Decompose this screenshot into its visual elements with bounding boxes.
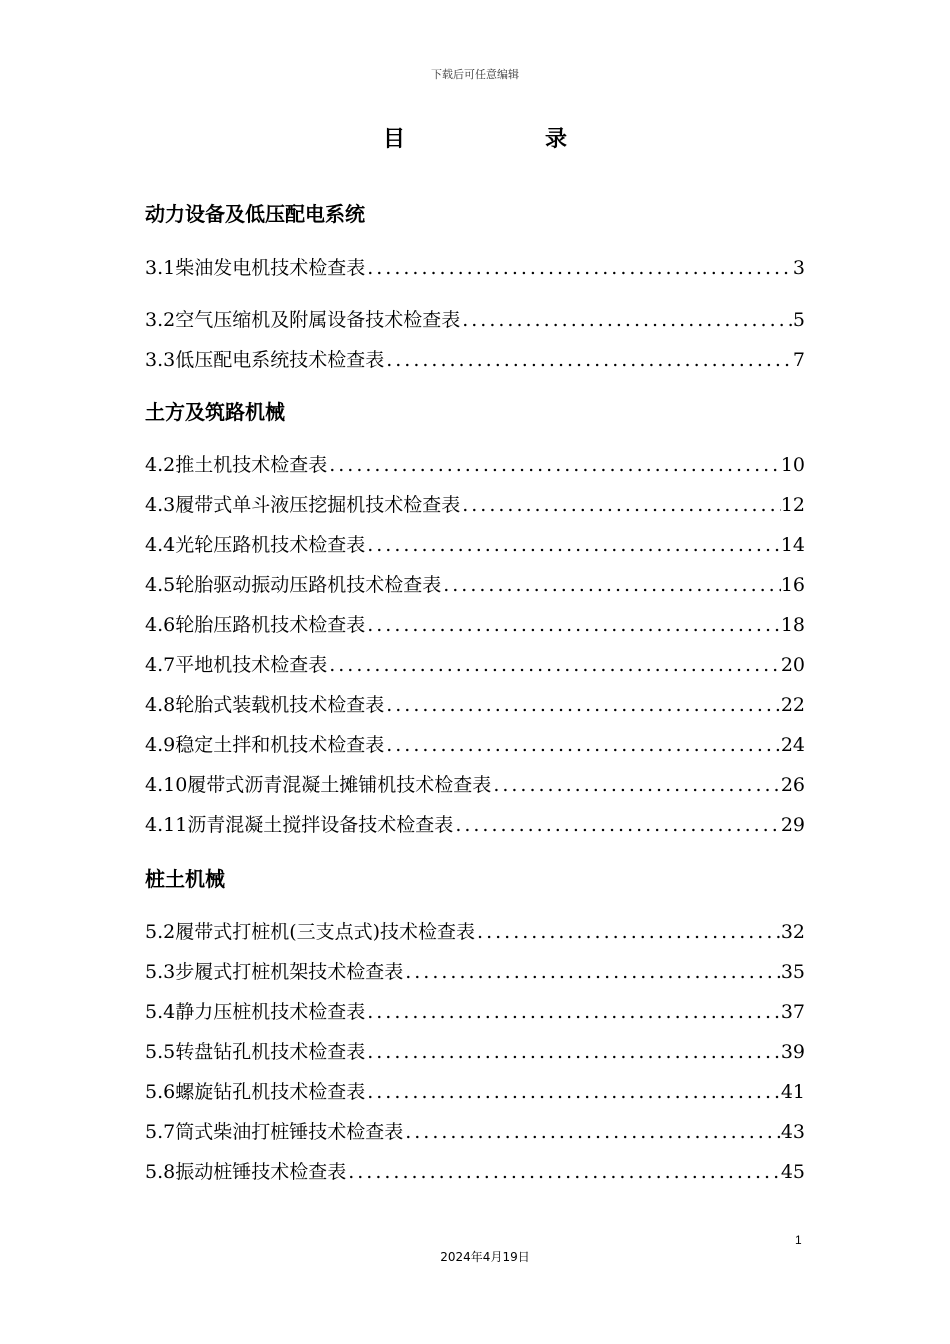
toc-entry-label: 3.2空气压缩机及附属设备技术检查表 bbox=[145, 309, 461, 331]
footer-date: 2024年4月19日 bbox=[440, 1250, 530, 1264]
toc-entry-label: 5.4静力压桩机技术检查表 bbox=[145, 1001, 366, 1023]
toc-entry-label: 4.5轮胎驱动振动压路机技术检查表 bbox=[145, 574, 442, 596]
toc-entry[interactable] bbox=[145, 306, 805, 334]
toc-title-right: 录 bbox=[545, 127, 568, 152]
toc-entry-page: 10 bbox=[780, 454, 805, 476]
toc-entry[interactable] bbox=[145, 1158, 805, 1186]
toc-entry-page: 26 bbox=[780, 774, 805, 796]
toc-entry[interactable] bbox=[145, 451, 805, 479]
toc-entry[interactable] bbox=[145, 998, 805, 1026]
toc-entry-page: 3 bbox=[792, 257, 805, 279]
toc-entry-page: 14 bbox=[780, 534, 805, 556]
toc-entry-label: 4.6轮胎压路机技术检查表 bbox=[145, 614, 366, 636]
toc-entry[interactable] bbox=[145, 691, 805, 719]
toc-entry-page: 18 bbox=[780, 614, 805, 636]
toc-entry[interactable] bbox=[145, 1038, 805, 1066]
toc-entry-page: 41 bbox=[780, 1081, 805, 1103]
toc-entry[interactable] bbox=[145, 254, 805, 282]
toc-entry-label: 5.5转盘钻孔机技术检查表 bbox=[145, 1041, 366, 1063]
toc-entry-page: 29 bbox=[780, 814, 805, 836]
toc-entry-page: 22 bbox=[780, 694, 805, 716]
toc-entry[interactable] bbox=[145, 651, 805, 679]
toc-entry-label: 5.2履带式打桩机(三支点式)技术检查表 bbox=[145, 921, 476, 943]
toc-entry[interactable] bbox=[145, 346, 805, 374]
toc-entry[interactable] bbox=[145, 531, 805, 559]
toc-entry[interactable] bbox=[145, 491, 805, 519]
toc-entry-page: 16 bbox=[780, 574, 805, 596]
toc-entry[interactable] bbox=[145, 571, 805, 599]
toc-entry-label: 4.11沥青混凝土搅拌设备技术检查表 bbox=[145, 814, 454, 836]
section-heading-pile: 桩土机械 bbox=[145, 867, 225, 891]
toc-entry[interactable] bbox=[145, 1118, 805, 1146]
toc-entry-page: 7 bbox=[792, 349, 805, 371]
toc-entry-label: 4.10履带式沥青混凝土摊铺机技术检查表 bbox=[145, 774, 492, 796]
toc-entry[interactable] bbox=[145, 771, 805, 799]
section-heading-earthwork: 土方及筑路机械 bbox=[145, 400, 285, 424]
toc-entry-page: 24 bbox=[780, 734, 805, 756]
toc-entry-label: 4.2推土机技术检查表 bbox=[145, 454, 328, 476]
toc-entry-label: 4.9稳定土拌和机技术检查表 bbox=[145, 734, 385, 756]
toc-entry-label: 4.8轮胎式装载机技术检查表 bbox=[145, 694, 385, 716]
toc-entry[interactable] bbox=[145, 1078, 805, 1106]
toc-title-left: 目 bbox=[382, 127, 405, 152]
toc-entry-label: 3.1柴油发电机技术检查表 bbox=[145, 257, 366, 279]
toc-entry-page: 43 bbox=[780, 1121, 805, 1143]
toc-entry[interactable] bbox=[145, 731, 805, 759]
toc-entry[interactable] bbox=[145, 958, 805, 986]
section-heading-power: 动力设备及低压配电系统 bbox=[145, 202, 365, 226]
toc-entry-page: 32 bbox=[780, 921, 805, 943]
toc-entry[interactable] bbox=[145, 611, 805, 639]
toc-title bbox=[0, 122, 950, 153]
toc-entry-page: 5 bbox=[792, 309, 805, 331]
toc-entry[interactable] bbox=[145, 918, 805, 946]
toc-entry-label: 5.7筒式柴油打桩锤技术检查表 bbox=[145, 1121, 404, 1143]
header-note: 下载后可任意编辑 bbox=[431, 68, 519, 81]
toc-entry-label: 4.4光轮压路机技术检查表 bbox=[145, 534, 366, 556]
toc-entry-page: 20 bbox=[780, 654, 805, 676]
toc-entry-label: 3.3低压配电系统技术检查表 bbox=[145, 349, 385, 371]
toc-entry-label: 4.7平地机技术检查表 bbox=[145, 654, 328, 676]
toc-entry-page: 37 bbox=[780, 1001, 805, 1023]
toc-entry-page: 12 bbox=[780, 494, 805, 516]
toc-entry-page: 35 bbox=[780, 961, 805, 983]
toc-entry[interactable] bbox=[145, 811, 805, 839]
toc-entry-label: 5.6螺旋钻孔机技术检查表 bbox=[145, 1081, 366, 1103]
page-number: 1 bbox=[795, 1233, 802, 1247]
toc-entry-page: 39 bbox=[780, 1041, 805, 1063]
toc-entry-page: 45 bbox=[780, 1161, 805, 1183]
toc-entry-label: 4.3履带式单斗液压挖掘机技术检查表 bbox=[145, 494, 461, 516]
toc-entry-label: 5.8振动桩锤技术检查表 bbox=[145, 1161, 347, 1183]
toc-entry-label: 5.3步履式打桩机架技术检查表 bbox=[145, 961, 404, 983]
